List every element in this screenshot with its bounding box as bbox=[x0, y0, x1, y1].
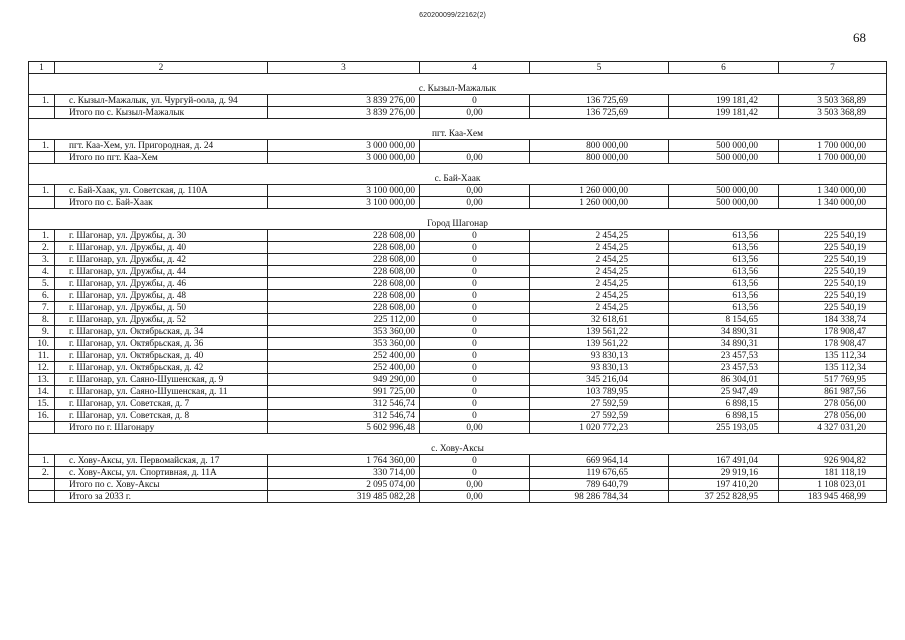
document-code: 620200099/22162(2) bbox=[419, 12, 486, 19]
spacer-cell bbox=[29, 119, 887, 129]
table-cell: 12. bbox=[29, 362, 55, 374]
table-cell: Итого по г. Шагонару bbox=[55, 422, 268, 434]
page-number: 68 bbox=[853, 30, 866, 45]
table-cell bbox=[420, 140, 530, 152]
table-cell: 0 bbox=[420, 230, 530, 242]
table-cell: г. Шагонар, ул. Октябрьская, д. 36 bbox=[55, 338, 268, 350]
table-cell: 255 193,05 bbox=[669, 422, 779, 434]
table-cell: 319 485 082,28 bbox=[268, 491, 420, 503]
table-cell: 3 000 000,00 bbox=[268, 140, 420, 152]
table-cell: 0 bbox=[420, 374, 530, 386]
table-cell: 0,00 bbox=[420, 479, 530, 491]
table-cell: 1 020 772,23 bbox=[530, 422, 669, 434]
table-cell: 861 987,56 bbox=[779, 386, 887, 398]
table-cell bbox=[29, 107, 55, 119]
table-cell: 181 118,19 bbox=[779, 467, 887, 479]
table-cell: 500 000,00 bbox=[669, 185, 779, 197]
table-cell bbox=[29, 491, 55, 503]
table-row bbox=[29, 302, 887, 314]
table-cell: 613,56 bbox=[669, 302, 779, 314]
table-cell: 135 112,34 bbox=[779, 350, 887, 362]
table-cell bbox=[29, 479, 55, 491]
table-cell: 225 540,19 bbox=[779, 254, 887, 266]
table-cell: 353 360,00 bbox=[268, 326, 420, 338]
table-cell: 1 700 000,00 bbox=[779, 152, 887, 164]
table-row bbox=[29, 350, 887, 362]
table-cell: 0 bbox=[420, 278, 530, 290]
table-cell: 6. bbox=[29, 290, 55, 302]
table-cell: Итого по с. Кызыл-Мажалык bbox=[55, 107, 268, 119]
table-cell: 252 400,00 bbox=[268, 350, 420, 362]
table-row bbox=[29, 140, 887, 152]
table-cell: 1 340 000,00 bbox=[779, 185, 887, 197]
table-cell: 225 540,19 bbox=[779, 230, 887, 242]
table-cell: 15. bbox=[29, 398, 55, 410]
table-row bbox=[29, 362, 887, 374]
table-cell: 0 bbox=[420, 314, 530, 326]
table-cell: 1 108 023,01 bbox=[779, 479, 887, 491]
section-total-row bbox=[29, 422, 887, 434]
table-cell: с. Кызыл-Мажалык, ул. Чургуй-оола, д. 94 bbox=[55, 95, 268, 107]
column-header: 3 bbox=[268, 62, 420, 74]
table-cell: 2 454,25 bbox=[530, 254, 669, 266]
table-cell: 0 bbox=[420, 467, 530, 479]
column-header: 7 bbox=[779, 62, 887, 74]
table-cell: 7. bbox=[29, 302, 55, 314]
table-cell: 1 260 000,00 bbox=[530, 185, 669, 197]
table-row bbox=[29, 95, 887, 107]
table-cell: 789 640,79 bbox=[530, 479, 669, 491]
table-cell: 0 bbox=[420, 350, 530, 362]
table-cell: 3. bbox=[29, 254, 55, 266]
table-cell: пгт. Каа-Хем, ул. Пригородная, д. 24 bbox=[55, 140, 268, 152]
section-spacer bbox=[29, 209, 887, 219]
table-cell: 0 bbox=[420, 242, 530, 254]
spacer-cell bbox=[29, 164, 887, 174]
table-cell: г. Шагонар, ул. Дружбы, д. 46 bbox=[55, 278, 268, 290]
table-cell: 613,56 bbox=[669, 230, 779, 242]
table-cell: 34 890,31 bbox=[669, 338, 779, 350]
table-cell: 2 095 074,00 bbox=[268, 479, 420, 491]
table-cell: 86 304,01 bbox=[669, 374, 779, 386]
table-cell: г. Шагонар, ул. Советская, д. 8 bbox=[55, 410, 268, 422]
table-cell: г. Шагонар, ул. Дружбы, д. 52 bbox=[55, 314, 268, 326]
section-title: с. Кызыл-Мажалык bbox=[29, 83, 887, 95]
table-cell: 613,56 bbox=[669, 242, 779, 254]
table-cell: 5. bbox=[29, 278, 55, 290]
table-cell: 228 608,00 bbox=[268, 290, 420, 302]
table-cell: 11. bbox=[29, 350, 55, 362]
table-cell: 3 503 368,89 bbox=[779, 107, 887, 119]
table-row bbox=[29, 398, 887, 410]
table-cell: 5 602 996,48 bbox=[268, 422, 420, 434]
table-cell: 3 100 000,00 bbox=[268, 197, 420, 209]
table-cell: 517 769,95 bbox=[779, 374, 887, 386]
table-cell: 3 503 368,89 bbox=[779, 95, 887, 107]
table-cell: 0 bbox=[420, 326, 530, 338]
table-cell: 613,56 bbox=[669, 278, 779, 290]
table-cell: 34 890,31 bbox=[669, 326, 779, 338]
section-title-row bbox=[29, 128, 887, 140]
table-cell: 225 540,19 bbox=[779, 266, 887, 278]
table-cell: с. Бай-Хаак, ул. Советская, д. 110А bbox=[55, 185, 268, 197]
table-cell: 228 608,00 bbox=[268, 254, 420, 266]
table-cell: 0,00 bbox=[420, 422, 530, 434]
table-cell: 2. bbox=[29, 242, 55, 254]
section-total-row bbox=[29, 107, 887, 119]
table-cell: 225 540,19 bbox=[779, 278, 887, 290]
table-row bbox=[29, 374, 887, 386]
table-cell: г. Шагонар, ул. Октябрьская, д. 34 bbox=[55, 326, 268, 338]
table-cell: г. Шагонар, ул. Дружбы, д. 50 bbox=[55, 302, 268, 314]
table-cell: г. Шагонар, ул. Октябрьская, д. 42 bbox=[55, 362, 268, 374]
table-cell: 225 540,19 bbox=[779, 242, 887, 254]
table-cell: 0 bbox=[420, 362, 530, 374]
table-cell: 3 839 276,00 bbox=[268, 95, 420, 107]
section-title: с. Хову-Аксы bbox=[29, 443, 887, 455]
table-cell: 0 bbox=[420, 455, 530, 467]
table-cell: 27 592,59 bbox=[530, 410, 669, 422]
table-cell: г. Шагонар, ул. Саяно-Шушенская, д. 11 bbox=[55, 386, 268, 398]
spacer-cell bbox=[29, 74, 887, 84]
table-cell: г. Шагонар, ул. Октябрьская, д. 40 bbox=[55, 350, 268, 362]
table-cell: 4. bbox=[29, 266, 55, 278]
table-cell: 0 bbox=[420, 290, 530, 302]
table-row bbox=[29, 230, 887, 242]
table-cell: 0,00 bbox=[420, 197, 530, 209]
table-cell: г. Шагонар, ул. Саяно-Шушенская, д. 9 bbox=[55, 374, 268, 386]
table-cell: 1. bbox=[29, 185, 55, 197]
grand-total-row bbox=[29, 491, 887, 503]
table-cell: Итого по пгт. Каа-Хем bbox=[55, 152, 268, 164]
table-cell: 139 561,22 bbox=[530, 338, 669, 350]
table-row bbox=[29, 467, 887, 479]
table-cell: 312 546,74 bbox=[268, 410, 420, 422]
table-row bbox=[29, 254, 887, 266]
table-cell: 23 457,53 bbox=[669, 350, 779, 362]
table-row bbox=[29, 314, 887, 326]
table-cell: г. Шагонар, ул. Дружбы, д. 40 bbox=[55, 242, 268, 254]
table-cell: 37 252 828,95 bbox=[669, 491, 779, 503]
table-cell: 252 400,00 bbox=[268, 362, 420, 374]
table-row bbox=[29, 290, 887, 302]
table-cell: 800 000,00 bbox=[530, 140, 669, 152]
table-cell: 25 947,49 bbox=[669, 386, 779, 398]
spacer-cell bbox=[29, 209, 887, 219]
table-cell: г. Шагонар, ул. Дружбы, д. 48 bbox=[55, 290, 268, 302]
table-cell: 136 725,69 bbox=[530, 107, 669, 119]
table-cell: с. Хову-Аксы, ул. Первомайская, д. 17 bbox=[55, 455, 268, 467]
table-row bbox=[29, 185, 887, 197]
table-cell: 167 491,04 bbox=[669, 455, 779, 467]
table-cell: 29 919,16 bbox=[669, 467, 779, 479]
table-cell: 228 608,00 bbox=[268, 266, 420, 278]
table-row bbox=[29, 386, 887, 398]
section-title: с. Бай-Хаак bbox=[29, 173, 887, 185]
table-cell: 1 260 000,00 bbox=[530, 197, 669, 209]
table-cell: 228 608,00 bbox=[268, 278, 420, 290]
table-cell: 9. bbox=[29, 326, 55, 338]
table-cell: 0 bbox=[420, 302, 530, 314]
table-cell: г. Шагонар, ул. Дружбы, д. 44 bbox=[55, 266, 268, 278]
table-cell: 119 676,65 bbox=[530, 467, 669, 479]
table-cell: 1 700 000,00 bbox=[779, 140, 887, 152]
table-cell: 136 725,69 bbox=[530, 95, 669, 107]
table-cell: г. Шагонар, ул. Дружбы, д. 30 bbox=[55, 230, 268, 242]
table-cell: 1 764 360,00 bbox=[268, 455, 420, 467]
section-spacer bbox=[29, 119, 887, 129]
table-cell: 2 454,25 bbox=[530, 266, 669, 278]
table-cell: 14. bbox=[29, 386, 55, 398]
table-cell: 225 540,19 bbox=[779, 302, 887, 314]
table-cell: г. Шагонар, ул. Дружбы, д. 42 bbox=[55, 254, 268, 266]
table-cell: 8 154,65 bbox=[669, 314, 779, 326]
table-cell: Итого за 2033 г. bbox=[55, 491, 268, 503]
section-title-row bbox=[29, 173, 887, 185]
table-cell: 949 290,00 bbox=[268, 374, 420, 386]
section-total-row bbox=[29, 152, 887, 164]
table-cell: 27 592,59 bbox=[530, 398, 669, 410]
table-cell: 228 608,00 bbox=[268, 242, 420, 254]
section-spacer bbox=[29, 74, 887, 84]
table-cell: 3 000 000,00 bbox=[268, 152, 420, 164]
table-cell: 500 000,00 bbox=[669, 140, 779, 152]
table-cell: 330 714,00 bbox=[268, 467, 420, 479]
table-cell: 23 457,53 bbox=[669, 362, 779, 374]
table-cell: 16. bbox=[29, 410, 55, 422]
table-cell: 93 830,13 bbox=[530, 362, 669, 374]
table-cell: 0 bbox=[420, 410, 530, 422]
column-number-row bbox=[29, 62, 887, 74]
table-cell: 0 bbox=[420, 398, 530, 410]
column-header: 5 bbox=[530, 62, 669, 74]
table-cell: 613,56 bbox=[669, 254, 779, 266]
table-cell: 6 898,15 bbox=[669, 398, 779, 410]
table-cell bbox=[29, 152, 55, 164]
table-cell: Итого по с. Бай-Хаак bbox=[55, 197, 268, 209]
table-cell: 0 bbox=[420, 95, 530, 107]
table-row bbox=[29, 242, 887, 254]
table-cell: 199 181,42 bbox=[669, 107, 779, 119]
table-cell: 500 000,00 bbox=[669, 197, 779, 209]
table-cell: 0 bbox=[420, 338, 530, 350]
table-cell: 991 725,00 bbox=[268, 386, 420, 398]
table-row bbox=[29, 410, 887, 422]
column-header: 2 bbox=[55, 62, 268, 74]
section-title-row bbox=[29, 218, 887, 230]
table-cell: 1. bbox=[29, 140, 55, 152]
table-cell: 98 286 784,34 bbox=[530, 491, 669, 503]
table-cell: 1. bbox=[29, 95, 55, 107]
table-cell: 3 100 000,00 bbox=[268, 185, 420, 197]
table-cell: 613,56 bbox=[669, 290, 779, 302]
table-cell: 4 327 031,20 bbox=[779, 422, 887, 434]
table-cell: 3 839 276,00 bbox=[268, 107, 420, 119]
column-header: 6 bbox=[669, 62, 779, 74]
table-cell: 225 112,00 bbox=[268, 314, 420, 326]
table-cell: 0,00 bbox=[420, 152, 530, 164]
table-cell: 184 338,74 bbox=[779, 314, 887, 326]
section-total-row bbox=[29, 197, 887, 209]
table-cell: 178 908,47 bbox=[779, 326, 887, 338]
section-title: Город Шагонар bbox=[29, 218, 887, 230]
table-row bbox=[29, 338, 887, 350]
table-cell: 0 bbox=[420, 266, 530, 278]
table-cell: 613,56 bbox=[669, 266, 779, 278]
table-cell: 312 546,74 bbox=[268, 398, 420, 410]
table-cell: 2 454,25 bbox=[530, 230, 669, 242]
table-cell: 278 056,00 bbox=[779, 410, 887, 422]
table-cell: 183 945 468,99 bbox=[779, 491, 887, 503]
table-cell: 2 454,25 bbox=[530, 242, 669, 254]
table-cell: 225 540,19 bbox=[779, 290, 887, 302]
table-cell: 197 410,20 bbox=[669, 479, 779, 491]
table-cell: 2 454,25 bbox=[530, 290, 669, 302]
column-header: 1 bbox=[29, 62, 55, 74]
table-cell: 135 112,34 bbox=[779, 362, 887, 374]
column-header: 4 bbox=[420, 62, 530, 74]
table-cell: 2 454,25 bbox=[530, 278, 669, 290]
section-title: пгт. Каа-Хем bbox=[29, 128, 887, 140]
table-row bbox=[29, 278, 887, 290]
spacer-cell bbox=[29, 434, 887, 444]
table-cell: 32 618,61 bbox=[530, 314, 669, 326]
table-cell: 103 789,95 bbox=[530, 386, 669, 398]
table-cell: 0 bbox=[420, 254, 530, 266]
table-cell: 353 360,00 bbox=[268, 338, 420, 350]
table-cell: 1. bbox=[29, 455, 55, 467]
section-title-row bbox=[29, 83, 887, 95]
table-cell bbox=[29, 197, 55, 209]
table-row bbox=[29, 455, 887, 467]
table-cell: 0,00 bbox=[420, 491, 530, 503]
table-cell: 0,00 bbox=[420, 185, 530, 197]
table-cell: 1 340 000,00 bbox=[779, 197, 887, 209]
table-cell: 178 908,47 bbox=[779, 338, 887, 350]
table-cell: с. Хову-Аксы, ул. Спортивная, д. 11А bbox=[55, 467, 268, 479]
table-cell: 10. bbox=[29, 338, 55, 350]
table-cell: 2. bbox=[29, 467, 55, 479]
table-row bbox=[29, 326, 887, 338]
table-cell: 500 000,00 bbox=[669, 152, 779, 164]
table-cell: 1. bbox=[29, 230, 55, 242]
table-cell: 199 181,42 bbox=[669, 95, 779, 107]
table-row bbox=[29, 266, 887, 278]
section-spacer bbox=[29, 434, 887, 444]
section-total-row bbox=[29, 479, 887, 491]
table-cell: 0,00 bbox=[420, 107, 530, 119]
table-cell: 800 000,00 bbox=[530, 152, 669, 164]
table-cell: 6 898,15 bbox=[669, 410, 779, 422]
table-cell: 13. bbox=[29, 374, 55, 386]
table-cell: г. Шагонар, ул. Советская, д. 7 bbox=[55, 398, 268, 410]
section-spacer bbox=[29, 164, 887, 174]
table-cell: 93 830,13 bbox=[530, 350, 669, 362]
section-title-row bbox=[29, 443, 887, 455]
table-cell: 0 bbox=[420, 386, 530, 398]
table-cell: 139 561,22 bbox=[530, 326, 669, 338]
table-cell: 669 964,14 bbox=[530, 455, 669, 467]
table-cell: 228 608,00 bbox=[268, 230, 420, 242]
table-cell: Итого по с. Хову-Аксы bbox=[55, 479, 268, 491]
table-cell: 228 608,00 bbox=[268, 302, 420, 314]
budget-table bbox=[28, 61, 887, 503]
table-cell: 926 904,82 bbox=[779, 455, 887, 467]
table-cell bbox=[29, 422, 55, 434]
table-cell: 278 056,00 bbox=[779, 398, 887, 410]
table-cell: 345 216,04 bbox=[530, 374, 669, 386]
table-cell: 8. bbox=[29, 314, 55, 326]
table-cell: 2 454,25 bbox=[530, 302, 669, 314]
